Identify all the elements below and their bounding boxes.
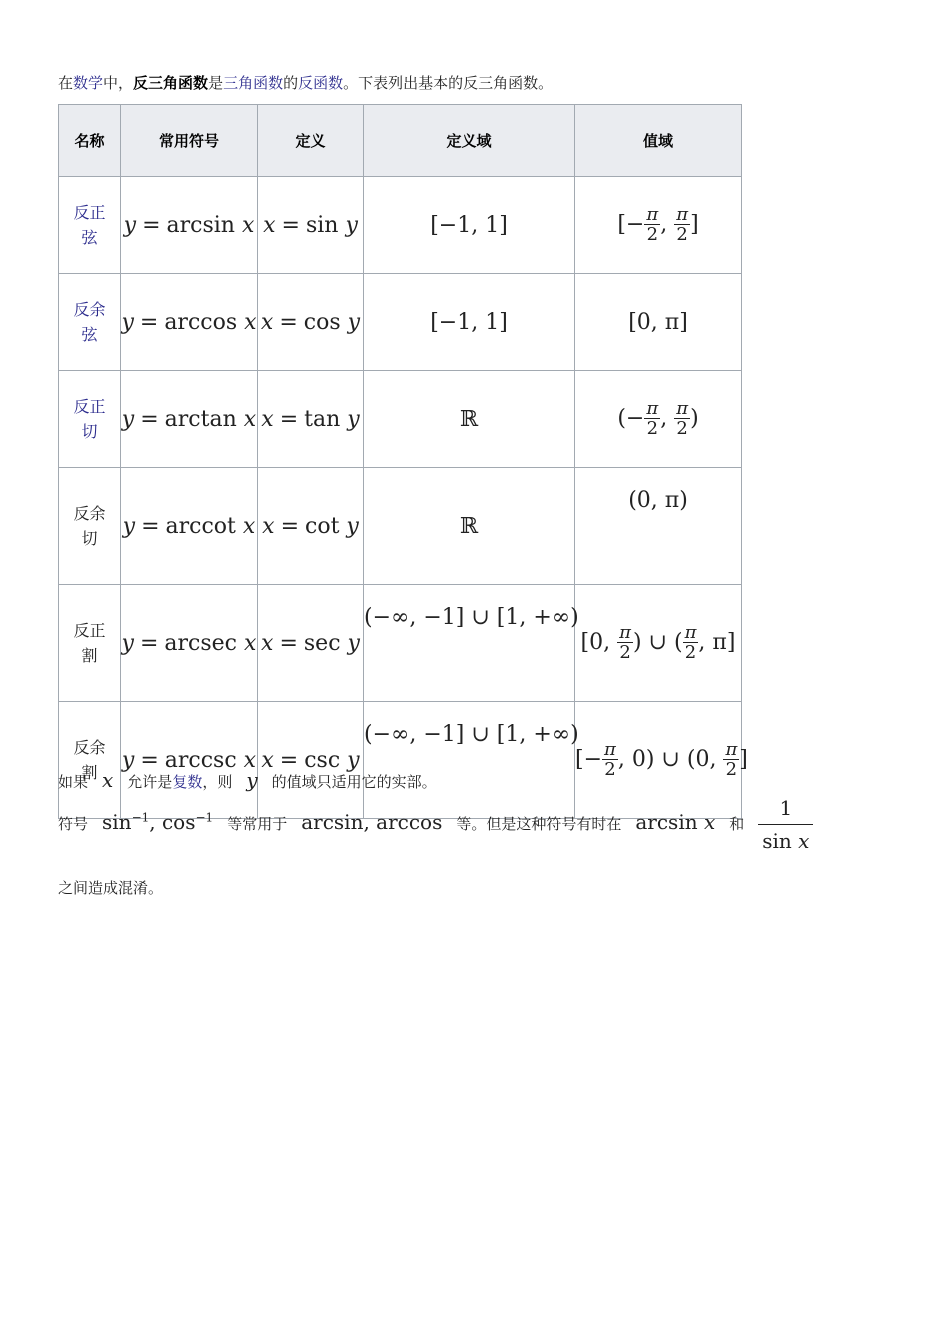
- function-name-link[interactable]: 反正弦: [59, 177, 121, 274]
- function-name-link[interactable]: 反正切: [59, 371, 121, 468]
- definition-cell: x = sec y: [258, 585, 364, 702]
- intro-text: 。下表列出基本的反三角函数。: [343, 74, 554, 92]
- link-inverse-function[interactable]: 反函数: [298, 74, 344, 92]
- text: 等。但是这种符号有时在: [456, 815, 622, 833]
- notation-cell: y = arcsin x: [121, 177, 258, 274]
- definition-cell: x = csc y: [258, 702, 364, 819]
- domain-cell: [−1, 1]: [364, 177, 575, 274]
- header-name: 名称: [59, 105, 121, 177]
- notation-cell: y = arccot x: [121, 468, 258, 585]
- header-domain: 定义域: [364, 105, 575, 177]
- notation-cell: y = arcsec x: [121, 585, 258, 702]
- inverse-trig-table: [58, 104, 748, 819]
- math-arc-names: arcsin, arccos: [301, 810, 443, 834]
- range-cell: [0, $\frac{\pi}{2}$ ) ∪ ( $\frac{\pi}{2}$ , π]: [575, 585, 742, 702]
- link-complex-number[interactable]: 复数: [172, 773, 203, 791]
- math-arcsin-x: arcsin x: [635, 810, 716, 834]
- table-header-row: [59, 105, 742, 177]
- intro-text: 是: [208, 74, 224, 92]
- text: 的值域只适用它的实部。: [271, 773, 437, 791]
- range-cell: [− $\frac{\pi}{2}$ , $\frac{\pi}{2}$ ]: [575, 177, 742, 274]
- text: 和: [729, 815, 745, 833]
- definition-cell: x = sin y: [258, 177, 364, 274]
- range-cell: [− $\frac{\pi}{2}$ , 0) ∪ (0, $\frac{\pi}{2}$ ]: [575, 702, 742, 819]
- table-row: [59, 177, 742, 274]
- domain-cell: ℝ: [364, 371, 575, 468]
- notation-cell: y = arccsc x: [121, 702, 258, 819]
- function-name-link[interactable]: 反余弦: [59, 274, 121, 371]
- math-var-x: x: [102, 768, 114, 792]
- complex-note-paragraph: [58, 766, 437, 796]
- definition-cell: x = cot y: [258, 468, 364, 585]
- intro-paragraph: [58, 71, 553, 95]
- domain-cell: (−∞, −1] ∪ [1, +∞): [364, 585, 575, 702]
- text: 允许是: [127, 773, 173, 791]
- domain-cell: ℝ: [364, 468, 575, 585]
- math-reciprocal-sin: $\frac{1}{\text{sin x}}$: [758, 796, 813, 853]
- definition-cell: x = cos y: [258, 274, 364, 371]
- range-cell: (0, π): [575, 468, 742, 585]
- notation-paragraph: [58, 796, 938, 853]
- domain-cell: (−∞, −1] ∪ [1, +∞): [364, 702, 575, 819]
- math-notation-inverse: $\sin^{-1}$, $\cos^{-1}$: [102, 810, 214, 834]
- table-row: [59, 274, 742, 371]
- intro-text: 中，: [103, 74, 134, 92]
- math-var-y: y: [246, 768, 258, 792]
- range-cell: [0, π]: [575, 274, 742, 371]
- header-definition: 定义: [258, 105, 364, 177]
- function-name: 反正割: [59, 585, 121, 702]
- header-notation: 常用符号: [121, 105, 258, 177]
- intro-text: 的: [283, 74, 299, 92]
- table-row: [59, 585, 742, 702]
- text: 如果: [58, 773, 89, 791]
- notation-cell: y = arccos x: [121, 274, 258, 371]
- function-name: 反余割: [59, 702, 121, 819]
- table-row: [59, 371, 742, 468]
- range-cell: (− $\frac{\pi}{2}$ , $\frac{\pi}{2}$ ): [575, 371, 742, 468]
- notation-paragraph-end: 之间造成混淆。: [58, 879, 164, 897]
- header-range: 值域: [575, 105, 742, 177]
- text: 等常用于: [227, 815, 288, 833]
- intro-term: 反三角函数: [133, 74, 209, 92]
- intro-text: 在: [58, 74, 74, 92]
- domain-cell: [−1, 1]: [364, 274, 575, 371]
- link-trig-functions[interactable]: 三角函数: [223, 74, 284, 92]
- table-row: [59, 468, 742, 585]
- text: 符号: [58, 815, 89, 833]
- function-name: 反余切: [59, 468, 121, 585]
- text: ，则: [202, 773, 233, 791]
- link-math[interactable]: 数学: [73, 74, 104, 92]
- notation-cell: y = arctan x: [121, 371, 258, 468]
- definition-cell: x = tan y: [258, 371, 364, 468]
